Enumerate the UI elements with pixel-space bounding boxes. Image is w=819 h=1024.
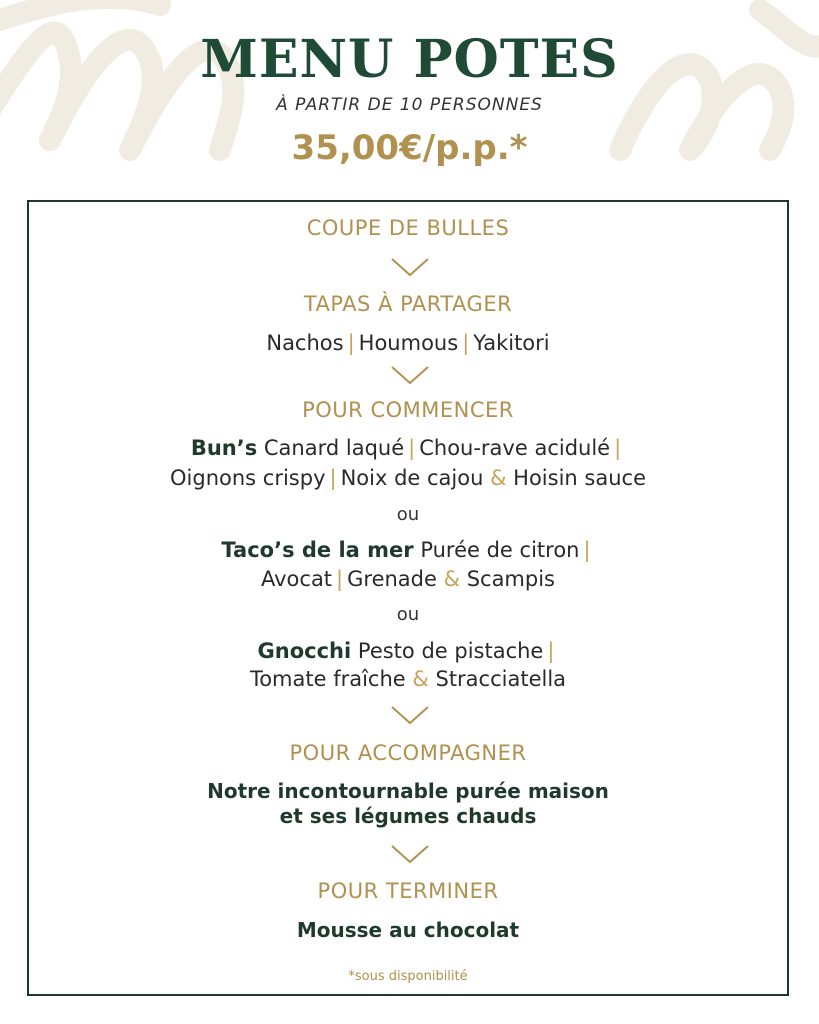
separator: | xyxy=(583,538,591,562)
sides-line-2: et ses légumes chauds xyxy=(279,804,537,828)
separator: | xyxy=(408,436,416,460)
separator: | xyxy=(336,567,344,591)
section-sides-title: POUR ACCOMPAGNER xyxy=(289,741,527,765)
dish-detail: Avocat xyxy=(260,567,333,591)
or-divider: ou xyxy=(396,504,420,525)
section-dessert-title: POUR TERMINER xyxy=(317,879,499,903)
separator: | xyxy=(547,639,555,663)
section-tapas-title: TAPAS À PARTAGER xyxy=(303,292,513,316)
chevron-down-icon xyxy=(390,704,430,726)
section-starters-title: POUR COMMENCER xyxy=(302,398,514,422)
starter-option-3-line-1 xyxy=(27,637,789,665)
tapas-item: Nachos xyxy=(266,331,344,355)
dish-detail: Tomate fraîche xyxy=(249,667,406,691)
section-bulles-title: COUPE DE BULLES xyxy=(306,216,510,240)
sides-line-1: Notre incontournable purée maison xyxy=(207,779,609,803)
dish-detail: Oignons crispy xyxy=(170,466,326,490)
menu-price: 35,00€/p.p.* xyxy=(291,128,528,168)
dish-detail: Purée de citron xyxy=(420,538,580,562)
starter-option-2-line-2 xyxy=(27,565,789,593)
starter-option-1-line-1 xyxy=(27,434,789,462)
dish-detail: Pesto de pistache xyxy=(357,639,544,663)
chevron-down-icon xyxy=(390,364,430,386)
separator: | xyxy=(462,331,470,355)
dish-name: Bun’s xyxy=(190,436,258,460)
starter-option-1-line-2 xyxy=(27,464,789,492)
ampersand: & xyxy=(443,567,460,591)
tapas-item: Yakitori xyxy=(473,331,550,355)
dish-detail: Grenade xyxy=(347,567,437,591)
menu-title: MENU POTES xyxy=(200,29,619,90)
chevron-down-icon xyxy=(390,256,430,278)
dish-detail: Noix de cajou xyxy=(340,466,484,490)
menu-subtitle: À PARTIR DE 10 PERSONNES xyxy=(276,95,543,115)
dessert-item: Mousse au chocolat xyxy=(296,918,520,942)
dish-detail: Chou-rave acidulé xyxy=(419,436,611,460)
dish-detail: Scampis xyxy=(466,567,555,591)
starter-option-3-line-2 xyxy=(27,665,789,693)
ampersand: & xyxy=(412,667,429,691)
or-divider: ou xyxy=(396,604,420,625)
separator: | xyxy=(614,436,622,460)
dish-detail: Hoisin sauce xyxy=(513,466,646,490)
tapas-items xyxy=(27,329,789,357)
tapas-item: Houmous xyxy=(358,331,459,355)
dish-detail: Stracciatella xyxy=(435,667,567,691)
dish-detail: Canard laqué xyxy=(263,436,405,460)
starter-option-2-line-1 xyxy=(27,536,789,564)
chevron-down-icon xyxy=(390,843,430,865)
footnote: *sous disponibilité xyxy=(348,969,468,984)
separator: | xyxy=(347,331,355,355)
dish-name: Taco’s de la mer xyxy=(221,538,414,562)
separator: | xyxy=(329,466,337,490)
ampersand: & xyxy=(490,466,507,490)
dish-name: Gnocchi xyxy=(257,639,352,663)
